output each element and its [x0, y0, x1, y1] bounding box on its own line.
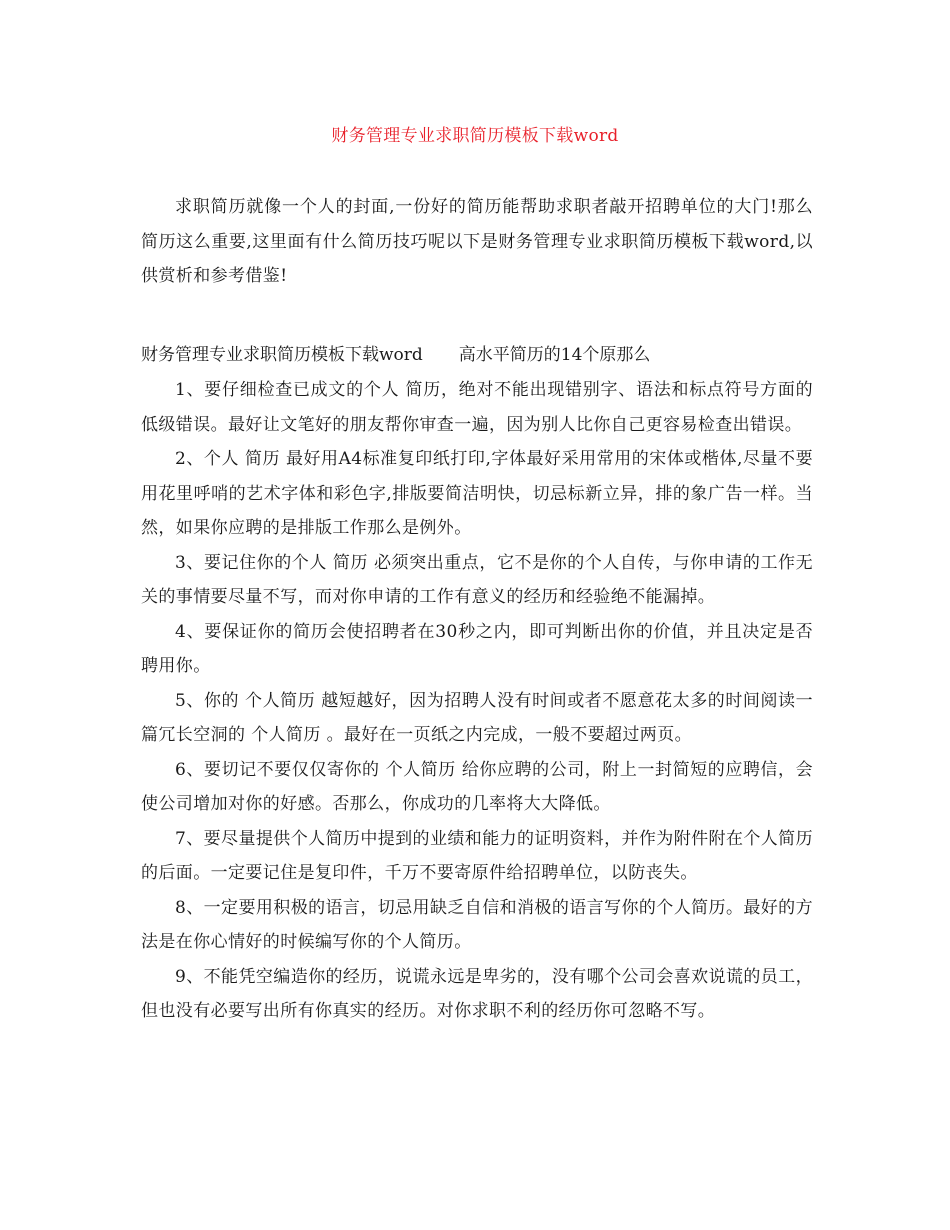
section-heading-right: 高水平简历的14个原那么: [458, 345, 651, 365]
rule-paragraph: 1、要仔细检查已成文的个人 简历，绝对不能出现错别字、语法和标点符号方面的低级错误。最好让文笔好的朋友帮你审查一遍，因为别人比你自己更容易检查出错误。: [141, 380, 813, 435]
document-title: 财务管理专业求职简历模板下载word: [331, 126, 619, 146]
section-heading-left: 财务管理专业求职简历模板下载word: [141, 345, 423, 365]
rule-paragraph: 8、一定要用积极的语言，切忌用缺乏自信和消极的语言写你的个人简历。最好的方法是在你心情好的时候编写你的个人简历。: [141, 897, 813, 952]
intro-section: [141, 190, 813, 294]
rule-paragraph: 4、要保证你的简历会使招聘者在30秒之内，即可判断出你的价值，并且决定是否聘用你。: [141, 621, 813, 676]
rule-paragraph: 6、要切记不要仅仅寄你的 个人简历 给你应聘的公司，附上一封简短的应聘信，会使公司增加对你的好感。否那么，你成功的几率将大大降低。: [141, 759, 813, 814]
rule-paragraph: 3、要记住你的个人 简历 必须突出重点，它不是你的个人自传，与你申请的工作无关的事情要尽量不写，而对你申请的工作有意义的经历和经验绝不能漏掉。: [141, 552, 813, 607]
rules-list: [141, 373, 813, 1029]
intro-paragraph: 求职简历就像一个人的封面,一份好的简历能帮助求职者敲开招聘单位的大门!那么简历这么重要,这里面有什么简历技巧呢以下是财务管理专业求职简历模板下载word,以供赏析和参考借鉴!: [141, 197, 813, 286]
rule-paragraph: 5、你的 个人简历 越短越好，因为招聘人没有时间或者不愿意花太多的时间阅读一篇冗长空洞的 个人简历 。最好在一页纸之内完成，一般不要超过两页。: [141, 690, 813, 745]
section-heading: [141, 338, 813, 372]
rule-paragraph: 2、个人 简历 最好用A4标准复印纸打印,字体最好采用常用的宋体或楷体,尽量不要用花里呼哨的艺术字体和彩色字,排版要简洁明快，切忌标新立异，排的象广告一样。当然，如果你应聘的是排版工作那么是例外。: [141, 449, 813, 538]
rule-paragraph: 9、不能凭空编造你的经历，说谎永远是卑劣的，没有哪个公司会喜欢说谎的员工，但也没有必要写出所有你真实的经历。对你求职不利的经历你可忽略不写。: [141, 966, 813, 1021]
rule-paragraph: 7、要尽量提供个人简历中提到的业绩和能力的证明资料，并作为附件附在个人简历的后面。一定要记住是复印件，千万不要寄原件给招聘单位，以防丧失。: [141, 828, 813, 883]
